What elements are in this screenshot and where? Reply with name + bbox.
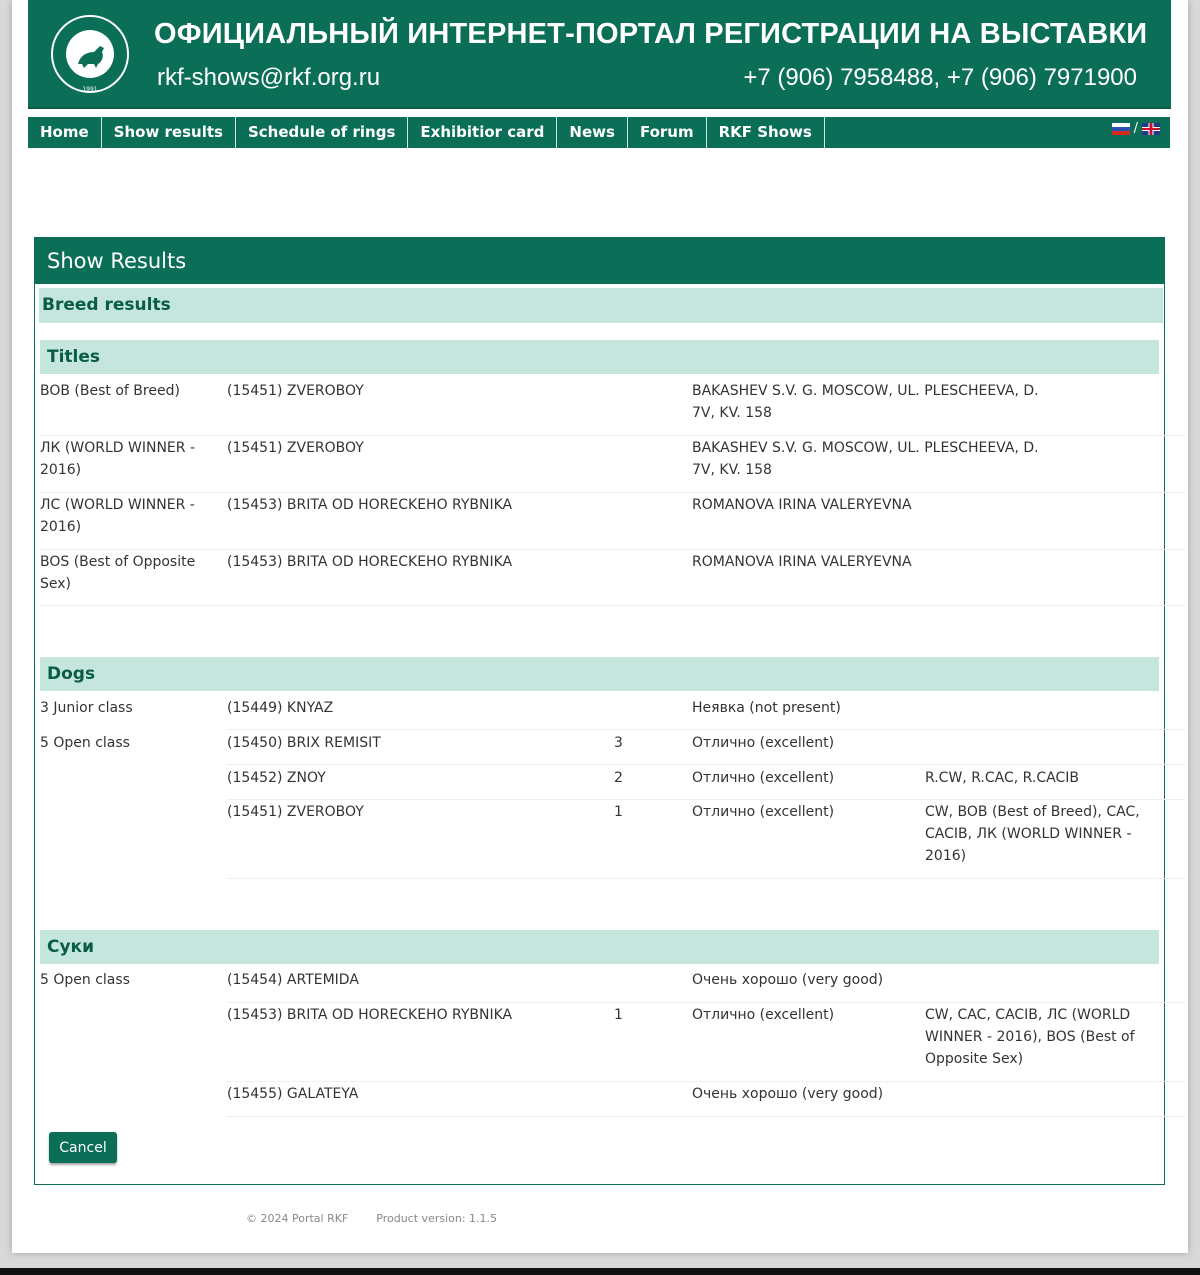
logo-year: 1991 (82, 86, 98, 93)
placement: 1 (614, 804, 623, 820)
nav-home[interactable]: Home (28, 117, 102, 148)
dog-name: (15453) BRITA OD HORECKEHO RYBNIKA (227, 1007, 513, 1023)
footer (246, 1212, 497, 1225)
placement: 3 (614, 735, 623, 751)
title-name: ЛС (WORLD WINNER - 2016) (40, 497, 195, 535)
uk-flag-icon[interactable] (1142, 123, 1160, 135)
placement: 1 (614, 1007, 623, 1023)
nav-show-results[interactable]: Show results (102, 117, 236, 148)
grade: Отлично (excellent) (692, 770, 835, 786)
grade: Очень хорошо (very good) (692, 1086, 884, 1102)
language-switcher (1112, 121, 1160, 136)
cancel-button[interactable]: Cancel (49, 1132, 117, 1163)
title-name: ЛК (WORLD WINNER - 2016) (40, 440, 195, 478)
main-nav (28, 117, 1170, 148)
site-header (28, 0, 1171, 109)
bottom-strip (0, 1268, 1200, 1275)
dog-name: (15450) BRIX REMISIT (227, 735, 381, 751)
show-results-panel (34, 237, 1165, 1185)
nav-forum[interactable]: Forum (628, 117, 707, 148)
class-name: 3 Junior class (40, 700, 133, 716)
grade: Очень хорошо (very good) (692, 972, 884, 988)
title-owner: ROMANOVA IRINA VALERYEVNA (692, 497, 912, 513)
awards: R.CW, R.CAC, R.CACIB (925, 770, 1079, 786)
title-dog: (15451) ZVEROBOY (227, 383, 364, 399)
product-version: Product version: 1.1.5 (376, 1212, 498, 1225)
awards: CW, BOB (Best of Breed), CAC, CACIB, ЛК (WORLD WINNER - 2016) (925, 804, 1140, 864)
nav-schedule-of-rings[interactable]: Schedule of rings (236, 117, 408, 148)
site-email[interactable]: rkf-shows@rkf.org.ru (157, 64, 381, 91)
title-owner: ROMANOVA IRINA VALERYEVNA (692, 554, 912, 570)
title-owner: BAKASHEV S.V. G. MOSCOW, UL. PLESCHEEVA, D. 7V, KV. 158 (692, 440, 1039, 478)
dog-name: (15449) KNYAZ (227, 700, 334, 716)
panel-title: Show Results (35, 238, 1164, 284)
title-owner: BAKASHEV S.V. G. MOSCOW, UL. PLESCHEEVA, D. 7V, KV. 158 (692, 383, 1039, 421)
breed-results-heading: Breed results (39, 288, 1163, 323)
rkf-logo-icon[interactable] (50, 12, 130, 96)
title-dog: (15453) BRITA OD HORECKEHO RYBNIKA (227, 554, 513, 570)
bitches-heading: Суки (40, 930, 1159, 964)
dog-name: (15455) GALATEYA (227, 1086, 359, 1102)
dogs-heading: Dogs (40, 657, 1159, 691)
dog-name: (15451) ZVEROBOY (227, 804, 364, 820)
grade: Отлично (excellent) (692, 735, 835, 751)
titles-heading: Titles (40, 340, 1159, 374)
title-name: BOS (Best of Opposite Sex) (40, 554, 196, 592)
grade: Отлично (excellent) (692, 804, 835, 820)
grade: Неявка (not present) (692, 700, 841, 716)
russian-flag-icon[interactable] (1112, 123, 1130, 135)
title-name: BOB (Best of Breed) (40, 383, 180, 399)
lang-separator: / (1133, 121, 1138, 136)
dog-name: (15454) ARTEMIDA (227, 972, 359, 988)
class-name: 5 Open class (40, 972, 130, 988)
nav-news[interactable]: News (557, 117, 628, 148)
class-name: 5 Open class (40, 735, 130, 751)
dog-name: (15452) ZNOY (227, 770, 326, 786)
nav-rkf-shows[interactable]: RKF Shows (707, 117, 825, 148)
awards: CW, CAC, CACIB, ЛС (WORLD WINNER - 2016), BOS (Best of Opposite Sex) (925, 1007, 1135, 1067)
page (12, 0, 1188, 1253)
site-title: ОФИЦИАЛЬНЫЙ ИНТЕРНЕТ-ПОРТАЛ РЕГИСТРАЦИИ НА ВЫСТАВКИ (154, 18, 1148, 50)
copyright: © 2024 Portal RKF (246, 1212, 349, 1225)
placement: 2 (614, 770, 623, 786)
site-phones: +7 (906) 7958488, +7 (906) 7971900 (743, 64, 1137, 91)
nav-exhibitor-card[interactable]: Exhibitior card (408, 117, 557, 148)
title-dog: (15453) BRITA OD HORECKEHO RYBNIKA (227, 497, 513, 513)
grade: Отлично (excellent) (692, 1007, 835, 1023)
title-dog: (15451) ZVEROBOY (227, 440, 364, 456)
